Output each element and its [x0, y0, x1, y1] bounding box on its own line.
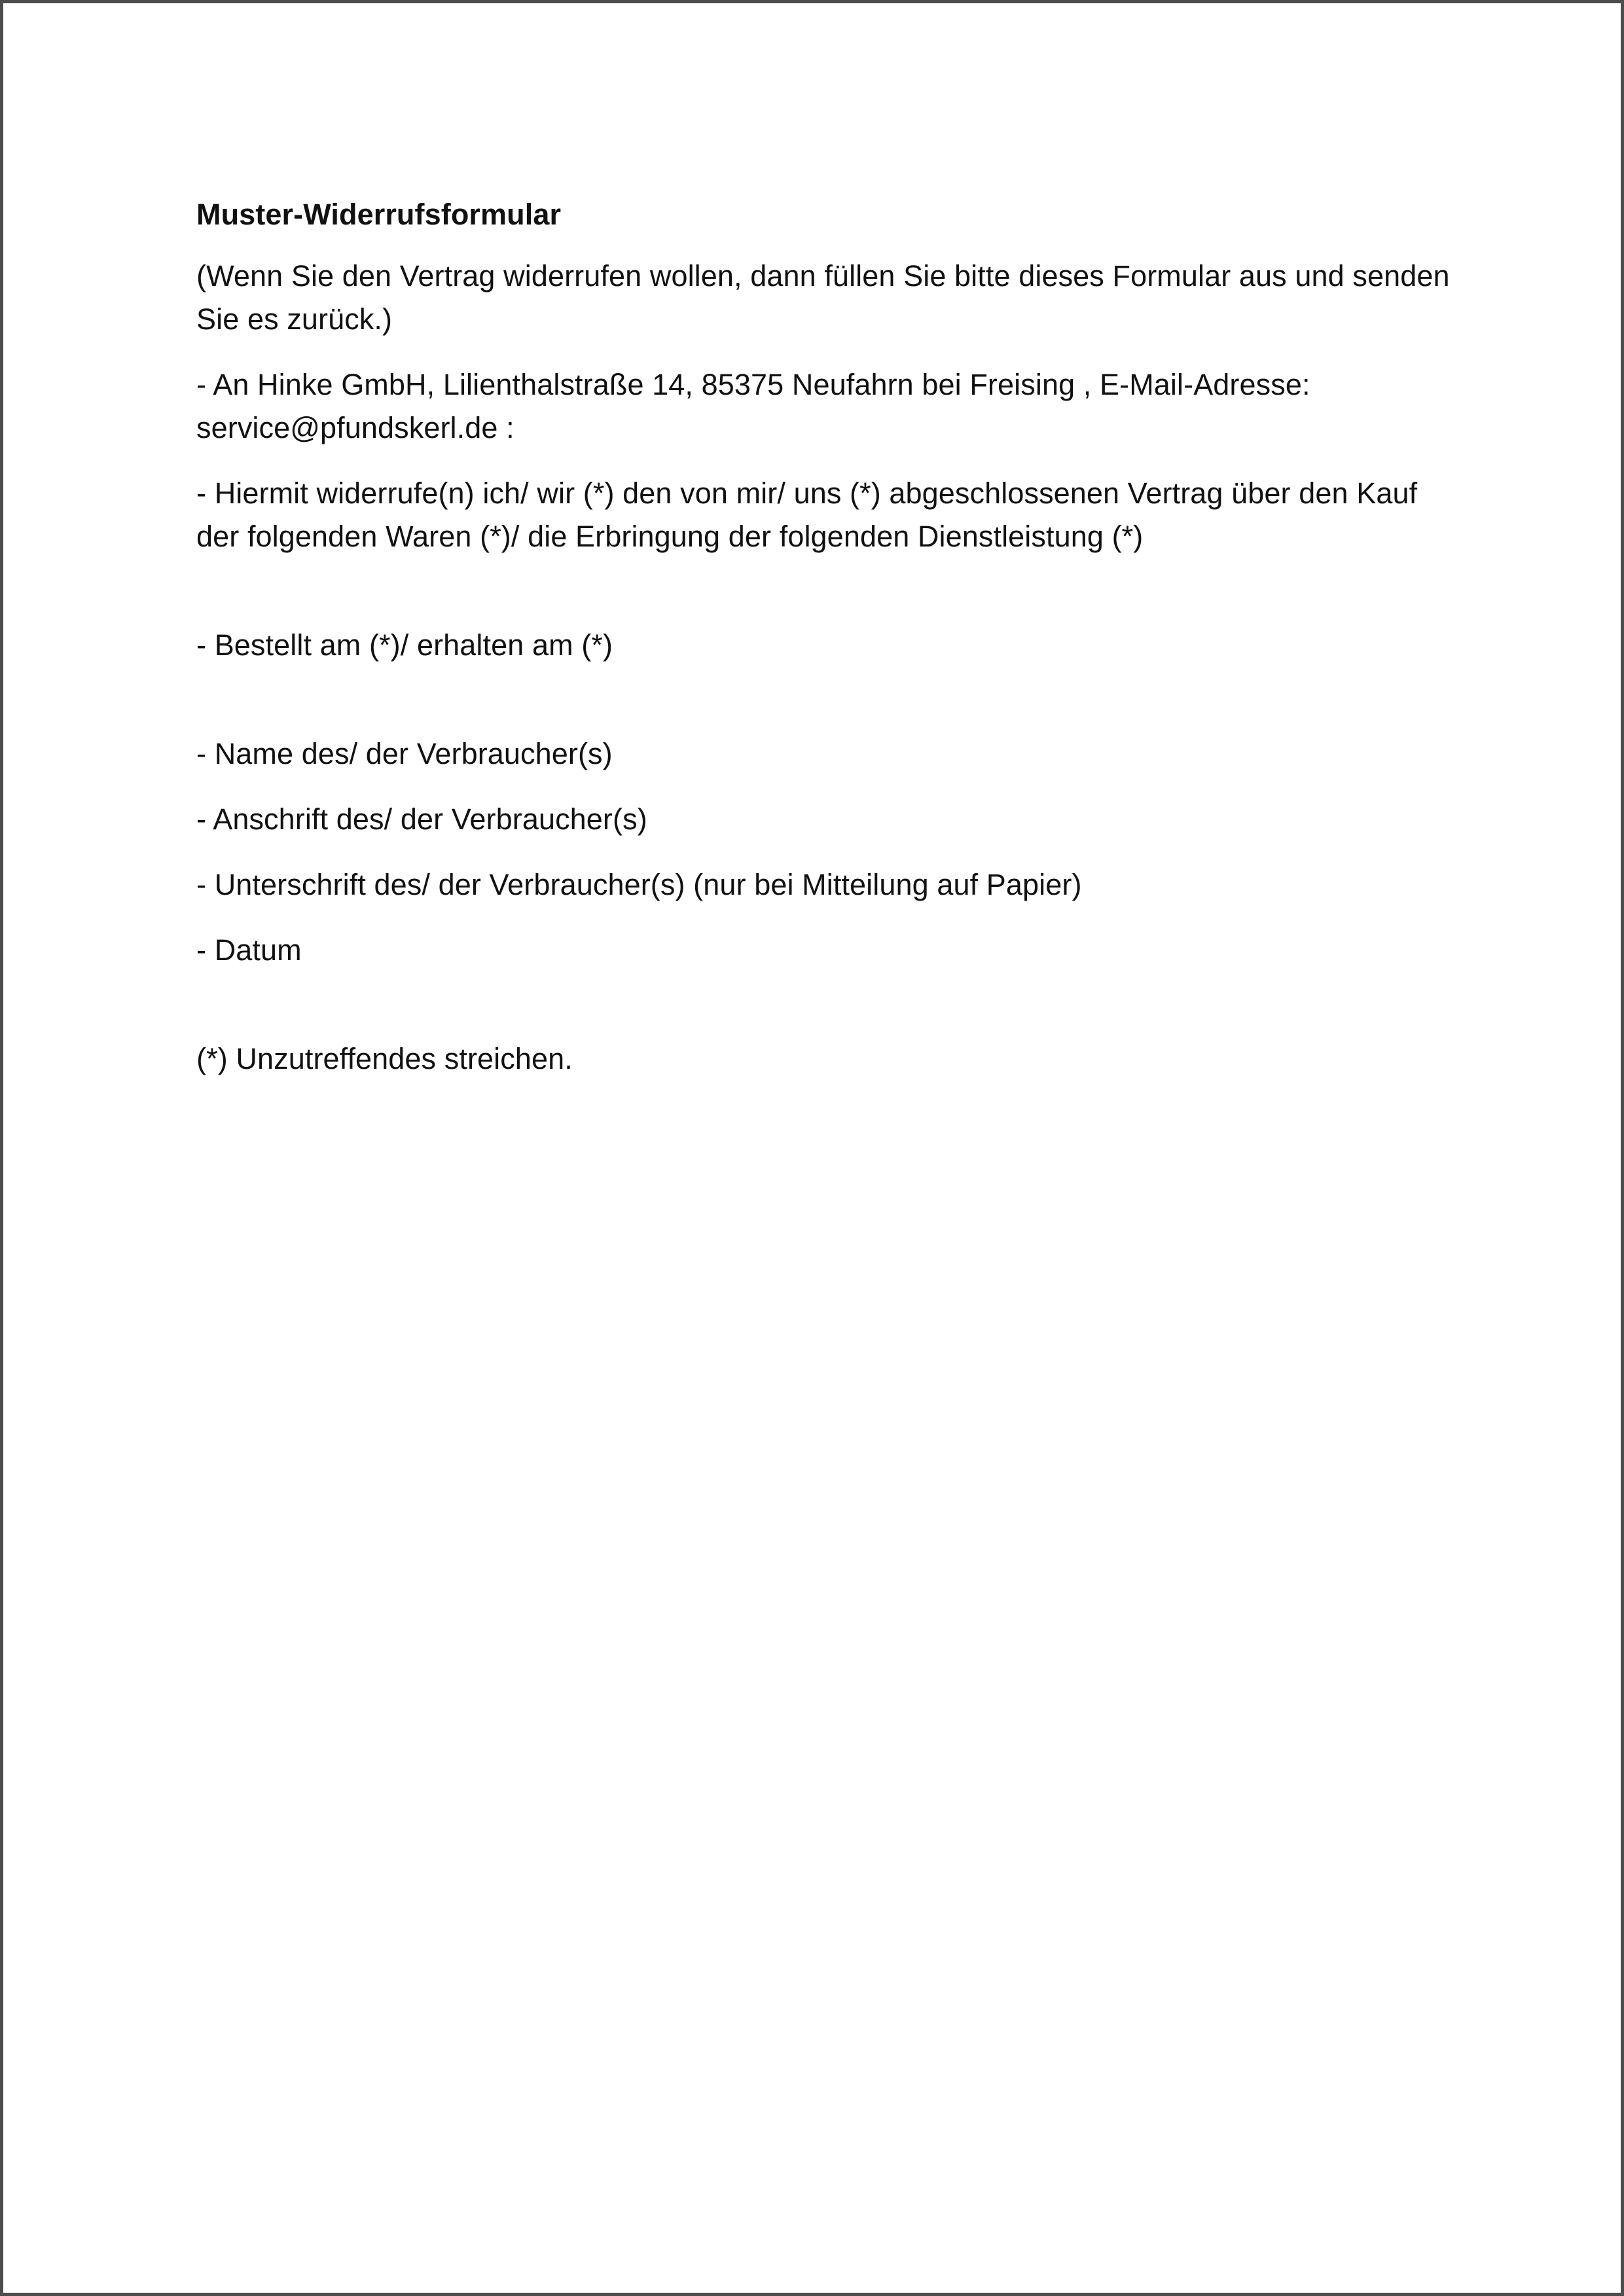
document-title: Muster-Widerrufsformular	[196, 198, 562, 231]
intro-text: (Wenn Sie den Vertrag widerrufen wollen, dann füllen Sie bitte dieses Formular aus und senden Sie es zurück.)	[196, 259, 1450, 336]
consumer-name-line: - Name des/ der Verbraucher(s)	[196, 737, 613, 770]
spacer	[196, 994, 1460, 1037]
form-content	[196, 193, 1460, 1103]
consumer-address-line: - Anschrift des/ der Verbraucher(s)	[196, 802, 647, 836]
footnote: (*) Unzutreffendes streichen.	[196, 1042, 573, 1075]
date-line: - Datum	[196, 933, 302, 967]
spacer	[196, 581, 1460, 624]
recipient-line: - An Hinke GmbH, Lilienthalstraße 14, 85375 Neufahrn bei Freising , E-Mail-Adresse: service@pfundskerl.de :	[196, 368, 1310, 444]
ordered-received-line: - Bestellt am (*)/ erhalten am (*)	[196, 628, 613, 662]
consumer-signature-line: - Unterschrift des/ der Verbraucher(s) (nur bei Mitteilung auf Papier)	[196, 868, 1082, 901]
spacer	[196, 689, 1460, 732]
withdrawal-statement: - Hiermit widerrufe(n) ich/ wir (*) den von mir/ uns (*) abgeschlossenen Vertrag über den Kauf der folgenden Waren (*)/ die Erbringung der folgenden Dienstleistung (*)	[196, 476, 1418, 553]
